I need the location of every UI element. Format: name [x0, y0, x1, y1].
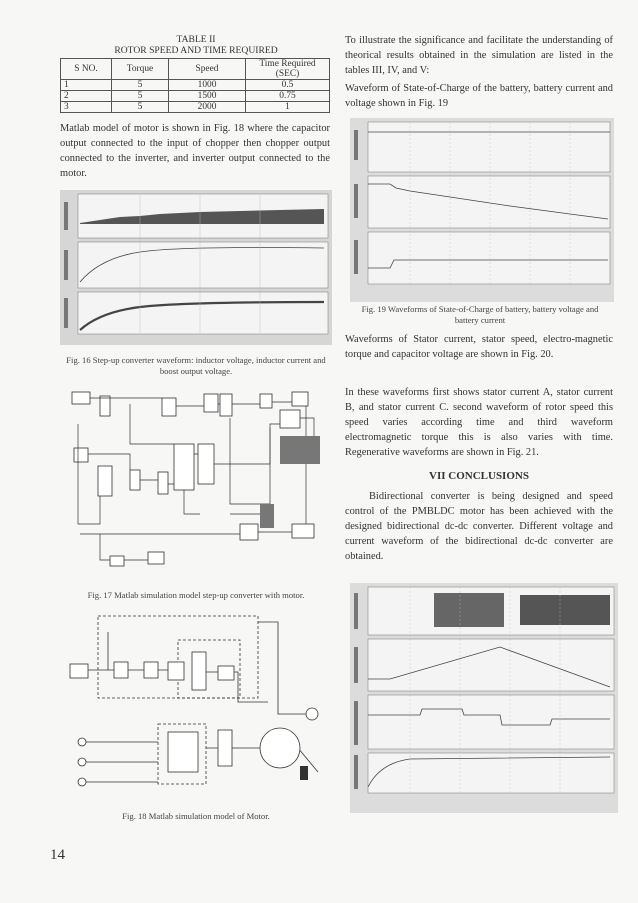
figure-19-waveforms — [350, 118, 614, 302]
table-cell: 1 — [61, 80, 112, 91]
table-cell: 1 — [246, 102, 330, 113]
table-cell: 0.5 — [246, 80, 330, 91]
table-cell: 1000 — [169, 80, 246, 91]
figure-18-block-diagram — [68, 612, 338, 806]
paragraph-intro: To illustrate the significance and facilitate the understanding of theorical results obtained in the simulation are listed in the tables III, IV, and V: — [345, 35, 613, 76]
table-row — [61, 80, 330, 91]
table-header-row — [61, 59, 330, 80]
table-cell: 1500 — [169, 91, 246, 102]
paragraph-fig18-intro: Matlab model of motor is shown in Fig. 18 where the capacitor output connected to the input of chopper then chopper output connected to the inverter, and inverter output connected to the motor. — [60, 123, 330, 179]
table-cell: 5 — [112, 102, 169, 113]
table-header: Time Required (SEC) — [246, 59, 330, 80]
table-cell: 0.75 — [246, 91, 330, 102]
table-header: Speed — [169, 59, 246, 80]
table-2 — [60, 34, 332, 113]
paragraph-waveforms: In these waveforms first shows stator current A, stator current B, and stator current C. second waveform of rotor speed this speed varies according time and third waveform electromagnetic torque this is also varies with time. Regenerative waveforms are shown in Fig. 21. — [345, 387, 613, 458]
figure-17-block-diagram — [70, 384, 332, 580]
table-cell: 3 — [61, 102, 112, 113]
table-cell: 5 — [112, 91, 169, 102]
paragraph-stator: Waveforms of Stator current, stator speed, electro-magnetic torque and capacitor voltage are shown in Fig. 20. — [345, 334, 613, 360]
table-cell: 2 — [61, 91, 112, 102]
figure-18-caption: Fig. 18 Matlab simulation model of Motor. — [122, 811, 270, 821]
paragraph-conclusions: Bidirectional converter is being designed and speed control of the PMBLDC motor has been achieved with the designed bidirectional dc-dc converter. Different voltage and current waveform of the bidirectional dc-dc converter are obtained. — [345, 491, 613, 562]
figure-19-caption: Fig. 19 Waveforms of State-of-Charge of battery, battery voltage and battery current — [361, 304, 599, 325]
page-number: 14 — [50, 847, 65, 863]
table-row — [61, 102, 330, 113]
table-title: ROTOR SPEED AND TIME REQUIRED — [114, 45, 278, 56]
figure-16-waveforms — [60, 190, 332, 345]
section-heading-conclusions: VII CONCLUSIONS — [429, 470, 529, 482]
table-row — [61, 91, 330, 102]
figure-17-caption: Fig. 17 Matlab simulation model step-up converter with motor. — [87, 590, 305, 600]
figure-20-waveforms — [350, 583, 618, 813]
table-number: TABLE II — [176, 34, 216, 45]
table-cell: 5 — [112, 80, 169, 91]
figure-16-caption: Fig. 16 Step-up converter waveform: inductor voltage, inductor current and boost output voltage. — [66, 355, 326, 376]
table-header: S NO. — [61, 59, 112, 80]
table-header: Torque — [112, 59, 169, 80]
paragraph-soc: Waveform of State-of-Charge of the battery, battery current and voltage shown in Fig. 19 — [345, 83, 613, 109]
table-cell: 2000 — [169, 102, 246, 113]
